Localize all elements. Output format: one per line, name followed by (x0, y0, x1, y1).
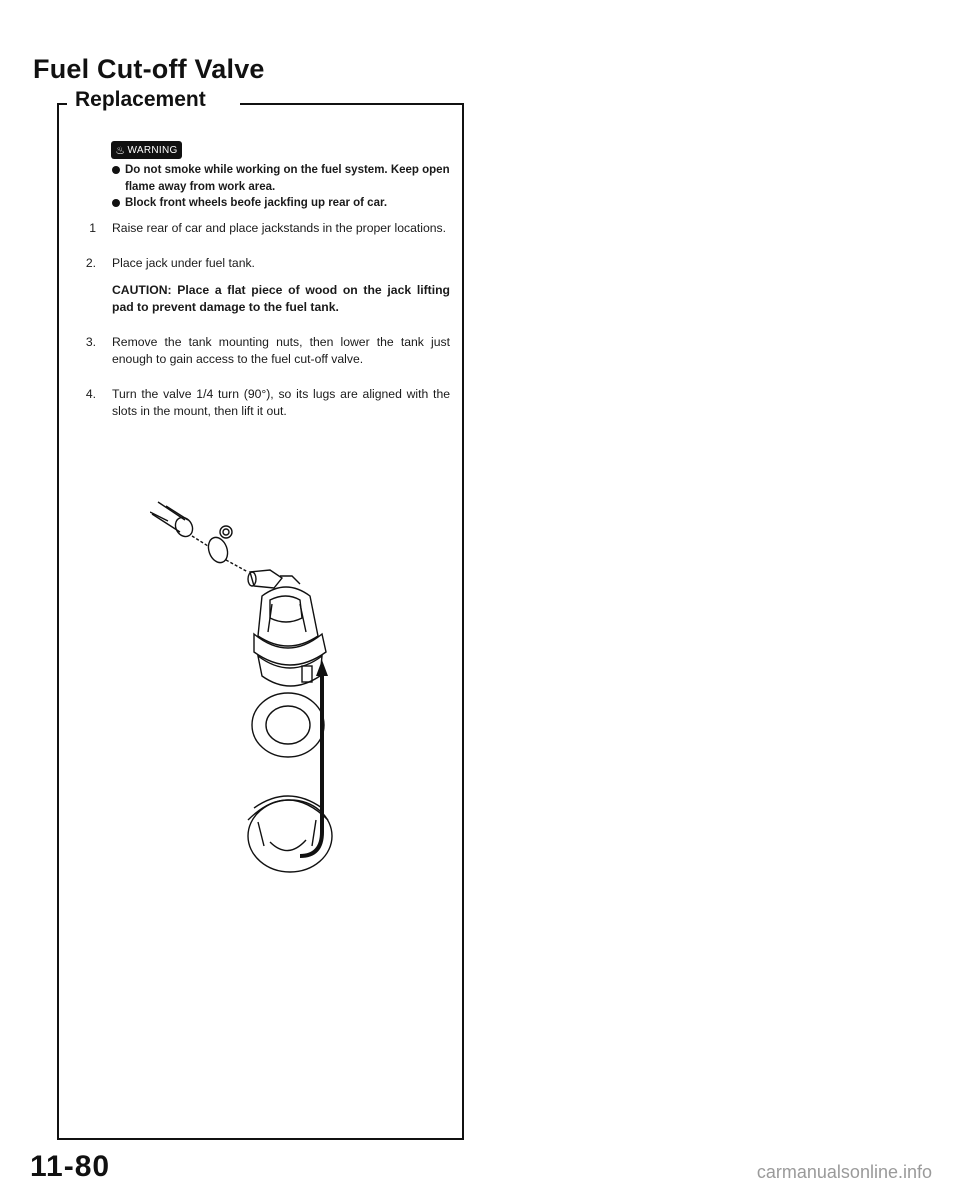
warning-item-text: Do not smoke while working on the fuel system. Keep open flame away from work area. (125, 164, 450, 193)
flame-warning-icon: ♨ (115, 144, 126, 157)
step-4 (70, 386, 450, 420)
hose-clamp (192, 526, 248, 572)
warning-list (111, 162, 451, 212)
bullet-icon (112, 199, 120, 207)
warning-item (111, 162, 451, 195)
step-number: 1 (89, 221, 96, 235)
step-number: 2. (85, 256, 96, 270)
valve-mount (248, 796, 332, 872)
step-number: 3. (85, 335, 96, 349)
step-2 (70, 255, 450, 316)
fuel-cut-off-valve (248, 570, 326, 686)
step-text: Remove the tank mounting nuts, then lower the tank just enough to gain access to the fuel cut-off valve. (112, 335, 450, 366)
procedure-steps (70, 220, 450, 438)
caution-note: CAUTION: Place a flat piece of wood on the jack lifting pad to prevent damage to the fuel tank. (112, 283, 450, 314)
panel-top-rule-left (57, 103, 67, 105)
step-3 (70, 334, 450, 368)
fuel-hose (150, 502, 196, 540)
warning-item (111, 195, 451, 212)
section-title: Replacement (75, 88, 206, 111)
removal-arrow-icon (300, 660, 328, 856)
warning-item-text: Block front wheels beofe jackfing up rear of car. (125, 197, 388, 209)
bullet-icon (112, 166, 120, 174)
page-number: 11-80 (30, 1150, 111, 1183)
step-number: 4. (85, 387, 96, 401)
gasket-ring (252, 693, 324, 757)
step-text: Turn the valve 1/4 turn (90°), so its lugs are aligned with the slots in the mount, then lift it out. (112, 387, 450, 418)
step-text: Place jack under fuel tank. (112, 256, 255, 270)
valve-exploded-diagram (150, 500, 380, 880)
warning-badge-label: WARNING (127, 144, 178, 156)
panel-top-rule-right (240, 103, 464, 105)
step-1 (70, 220, 450, 237)
step-text: Raise rear of car and place jackstands in the proper locations. (112, 221, 446, 235)
footer-watermark: carmanualsonline.info (756, 1162, 932, 1182)
page-title: Fuel Cut-off Valve (33, 54, 265, 84)
warning-badge (111, 141, 182, 159)
